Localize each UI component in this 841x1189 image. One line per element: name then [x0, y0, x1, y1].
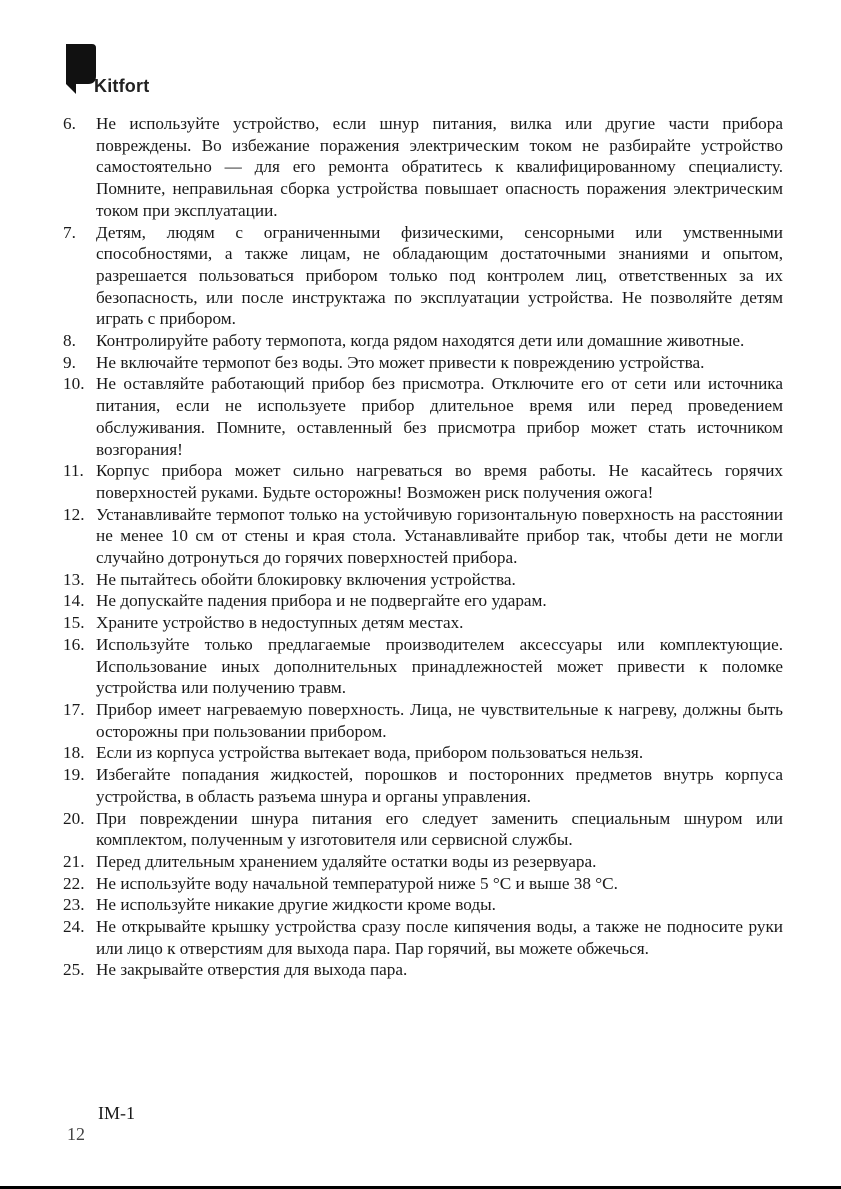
item-text: Не открывайте крышку устройства сразу после кипячения воды, а также не подносите руки или лицо к отверстиям для выхода пара. Пар горячий, вы можете обжечься.	[96, 917, 783, 958]
item-number: 12.	[63, 504, 85, 524]
list-item	[63, 569, 783, 591]
item-number: 15.	[63, 613, 85, 633]
item-text: Используйте только предлагаемые производителем аксессуары или комплектующие. Использование иных дополнительных принадлежностей может привести к поломке устройства или получению травм.	[96, 634, 783, 698]
list-item	[63, 504, 783, 569]
item-text: При повреждении шнура питания его следует заменить специальным шнуром или комплектом, полученным у изготовителя или сервисной службы.	[96, 808, 783, 850]
list-item	[63, 460, 783, 503]
list-item	[63, 851, 783, 873]
item-text: Не оставляйте работающий прибор без присмотра. Отключите его от сети или источника питания, если не используете прибор длительное время или перед проведением обслуживания. Помните, оставленный без присмотра прибор может стать источником возгорания!	[96, 374, 783, 459]
list-item	[63, 352, 783, 374]
list-item	[63, 590, 783, 612]
item-number: 9.	[63, 352, 76, 372]
list-item	[63, 873, 783, 895]
list-item	[63, 742, 783, 764]
brand-name: Kitfort	[94, 76, 150, 96]
item-number: 25.	[63, 960, 85, 980]
list-item	[63, 330, 783, 352]
list-item	[63, 634, 783, 699]
item-number: 17.	[63, 699, 85, 719]
item-number: 16.	[63, 634, 85, 654]
item-text: Не пытайтесь обойти блокировку включения устройства.	[96, 569, 516, 589]
item-number: 14.	[63, 591, 85, 611]
item-text: Не используйте устройство, если шнур питания, вилка или другие части прибора повреждены. Во избежание поражения электрическим током не разбирайте устройство самостоятельно — для его ремонта обратитесь к квалифицированному специалисту. Помните, неправильная сборка устройства повышает опасность поражения электрическим током при эксплуатации.	[96, 114, 783, 220]
document-code: IM-1	[98, 1103, 135, 1123]
item-number: 6.	[63, 114, 76, 133]
item-number: 18.	[63, 743, 85, 763]
item-number: 8.	[63, 331, 76, 351]
item-number: 20.	[63, 808, 85, 828]
list-item	[63, 373, 783, 460]
list-item	[63, 699, 783, 742]
kitfort-flag-logo-icon	[66, 44, 96, 94]
list-item	[63, 808, 783, 851]
brand-logo	[66, 44, 186, 94]
list-item	[63, 916, 783, 959]
item-number: 11.	[63, 461, 84, 481]
item-text: Храните устройство в недоступных детям местах.	[96, 613, 464, 633]
item-text: Если из корпуса устройства вытекает вода, прибором пользоваться нельзя.	[96, 743, 644, 763]
list-item	[63, 113, 783, 222]
item-text: Не допускайте падения прибора и не подвергайте его ударам.	[96, 591, 547, 611]
item-text: Устанавливайте термопот только на устойчивую горизонтальную поверхность на расстоянии не менее 10 см от стены и края стола. Устанавливайте прибор так, чтобы дети не могли случайно дотронуться до горячих поверхностей прибора.	[96, 504, 783, 568]
list-item	[63, 959, 783, 981]
safety-instructions-list	[63, 113, 783, 981]
item-text: Избегайте попадания жидкостей, порошков и посторонних предметов внутрь корпуса устройства, в область разъема шнура и органы управления.	[96, 765, 783, 806]
item-number: 22.	[63, 873, 85, 893]
item-number: 21.	[63, 851, 85, 871]
item-text: Детям, людям с ограниченными физическими, сенсорными или умственными способностями, а также лицам, не обладающим достаточными знаниями и опытом, разрешается пользоваться прибором только под контролем лиц, ответственных за их безопасность, или после инструктажа по эксплуатации устройства. Не позволяйте детям играть с прибором.	[96, 222, 783, 329]
list-item	[63, 894, 783, 916]
item-text: Не используйте никакие другие жидкости кроме воды.	[96, 895, 496, 915]
item-text: Перед длительным хранением удаляйте остатки воды из резервуара.	[96, 851, 597, 871]
item-text: Не закрывайте отверстия для выхода пара.	[96, 960, 408, 980]
item-number: 7.	[63, 222, 76, 242]
item-text: Не включайте термопот без воды. Это может привести к повреждению устройства.	[96, 352, 705, 372]
list-item	[63, 612, 783, 634]
item-number: 24.	[63, 917, 85, 937]
page-number: 12	[67, 1124, 85, 1144]
list-item	[63, 764, 783, 807]
item-text: Корпус прибора может сильно нагреваться во время работы. Не касайтесь горячих поверхностей руками. Будьте осторожны! Возможен риск получения ожога!	[96, 461, 783, 502]
item-text: Прибор имеет нагреваемую поверхность. Лица, не чувствительные к нагреву, должны быть осторожны при пользовании прибором.	[96, 699, 783, 741]
item-number: 10.	[63, 374, 85, 394]
item-number: 23.	[63, 895, 85, 915]
list-item	[63, 222, 783, 331]
item-text: Не используйте воду начальной температурой ниже 5 °C и выше 38 °C.	[96, 873, 618, 893]
item-number: 19.	[63, 765, 85, 785]
item-text: Контролируйте работу термопота, когда рядом находятся дети или домашние животные.	[96, 331, 745, 351]
item-number: 13.	[63, 569, 85, 589]
